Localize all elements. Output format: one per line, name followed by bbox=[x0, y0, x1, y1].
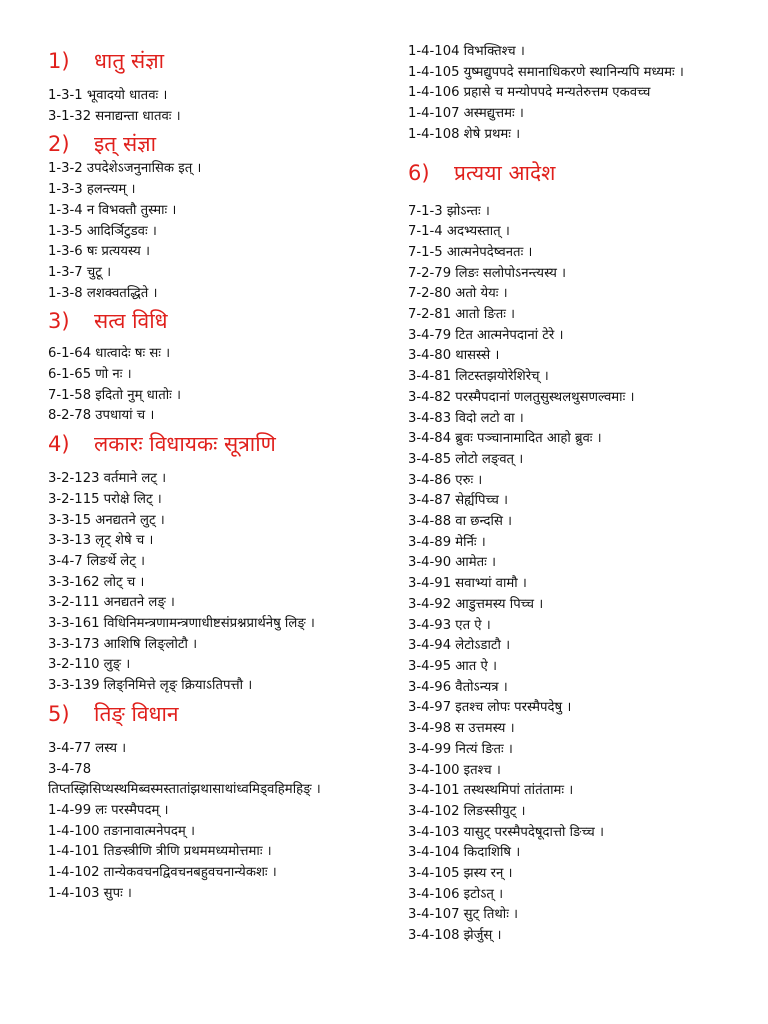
sutra-line: 1-4-103 सुपः । bbox=[48, 885, 132, 901]
sutra-line: 1-4-102 तान्येकवचनद्विवचनबहुवचनान्येकशः । bbox=[48, 865, 277, 881]
sutra-line: 3-4-80 थासस्से । bbox=[408, 348, 500, 364]
sutra-line: 3-4-92 आडुत्तमस्य पिच्च । bbox=[408, 596, 544, 612]
sutra-line: 3-4-107 सुट् तिथोः । bbox=[408, 907, 519, 923]
sutra-line: 1-4-105 युष्मद्युपपदे समानाधिकरणे स्थानिन्यपि मध्यमः । bbox=[408, 64, 684, 80]
sutra-line: 3-4-101 तस्थस्थमिपां तांतंतामः । bbox=[408, 783, 574, 799]
sutra-line: 3-3-13 लृट् शेषे च । bbox=[48, 533, 154, 549]
sutra-line: 3-2-111 अनद्यतने लङ् । bbox=[48, 595, 175, 611]
sutra-line: 7-2-80 अतो येयः । bbox=[408, 286, 508, 302]
section-title: इत् संज्ञा bbox=[94, 132, 157, 157]
sutra-line: 3-4-83 विदो लटो वा । bbox=[408, 410, 524, 426]
sutra-line: 1-4-108 शेषे प्रथमः । bbox=[408, 126, 521, 142]
sutra-line: 3-4-90 आमेतः । bbox=[408, 555, 497, 571]
sutra-line: 3-1-32 सनाद्यन्ता धातवः । bbox=[48, 108, 181, 124]
sutra-line: 1-3-5 आदिर्ञिटुडवः । bbox=[48, 223, 157, 239]
sutra-line: 1-4-106 प्रहासे च मन्योपपदे मन्यतेरुत्तम एकवच्च bbox=[408, 85, 651, 101]
sutra-line: 1-3-6 षः प्रत्ययस्य । bbox=[48, 244, 150, 260]
section-list-5 bbox=[48, 739, 368, 905]
sutra-line: 3-3-161 विधिनिमन्त्रणामन्त्रणाधीष्टसंप्रश्नप्रार्थनेषु लिङ् । bbox=[48, 616, 315, 632]
sutra-line: 7-1-5 आत्मनेपदेष्वनतः । bbox=[408, 244, 533, 260]
sutra-line: 1-4-99 लः परस्मैपदम् । bbox=[48, 802, 169, 818]
sutra-line: 7-1-3 झोऽन्तः । bbox=[408, 203, 490, 219]
sutra-line: 3-4-82 परस्मैपदानां णलतुसुस्थलथुसणल्वमाः । bbox=[408, 389, 635, 405]
section-heading-4 bbox=[48, 429, 368, 459]
sutra-line: 1-3-2 उपदेशेऽजनुनासिक इत् । bbox=[48, 161, 202, 177]
sutra-line: 3-4-78 bbox=[48, 761, 92, 777]
section-list-4 bbox=[48, 469, 368, 697]
sutra-line: 3-4-81 लिटस्तझयोरेशिरेच् । bbox=[408, 369, 549, 385]
sutra-line: 3-4-105 झस्य रन् । bbox=[408, 866, 513, 882]
sutra-line: 3-2-115 परोक्षे लिट् । bbox=[48, 491, 162, 507]
sutra-line: 3-4-79 टित आत्मनेपदानां टेरे । bbox=[408, 327, 564, 343]
sutra-line: 3-4-86 एरुः । bbox=[408, 472, 483, 488]
sutra-line: 7-2-79 लिङः सलोपोऽनन्त्यस्य । bbox=[408, 265, 567, 281]
section-number: 2) bbox=[48, 132, 70, 157]
sutra-line: 6-1-64 धात्वादेः षः सः । bbox=[48, 346, 171, 362]
sutra-line: 3-4-97 इतश्च लोपः परस्मैपदेषु । bbox=[408, 700, 572, 716]
sutra-line: 1-3-1 भूवादयो धातवः । bbox=[48, 88, 168, 103]
right-column bbox=[408, 0, 738, 947]
sutra-line: 1-4-104 विभक्तिश्च । bbox=[408, 44, 525, 59]
sutra-line: 1-3-7 चुटू । bbox=[48, 264, 112, 280]
section-title: लकारः विधायकः सूत्राणि bbox=[94, 432, 276, 457]
sutra-line: 3-4-91 सवाभ्यां वामौ । bbox=[408, 576, 527, 592]
sutra-line: 1-4-107 अस्मद्युत्तमः । bbox=[408, 106, 524, 122]
section-title: धातु संज्ञा bbox=[94, 49, 165, 73]
sutra-line: 3-4-89 मेर्निः । bbox=[408, 534, 486, 550]
section-heading-1 bbox=[48, 46, 368, 76]
section-list-2 bbox=[48, 159, 368, 304]
sutra-line: 3-4-7 लिङर्थे लेट् । bbox=[48, 553, 146, 569]
sutra-line: 3-4-84 ब्रुवः पञ्चानामादित आहो ब्रुवः । bbox=[408, 431, 602, 447]
sutra-line: 3-3-162 लोट् च । bbox=[48, 574, 145, 590]
section-number: 1) bbox=[48, 49, 70, 73]
sutra-line: 1-3-3 हलन्त्यम् । bbox=[48, 182, 136, 198]
sutra-line: 3-3-173 आशिषि लिङ्लोटौ । bbox=[48, 636, 198, 652]
section-number: 4) bbox=[48, 432, 70, 457]
sutra-line: 7-1-58 इदितो नुम् धातोः । bbox=[48, 387, 181, 403]
sutra-line: 6-1-65 णो नः । bbox=[48, 367, 132, 383]
sutra-line: 3-4-95 आत ऐ । bbox=[408, 658, 497, 674]
sutra-line: 3-4-100 इतश्च । bbox=[408, 762, 501, 778]
section-number: 3) bbox=[48, 309, 70, 334]
section-number: 6) bbox=[408, 160, 430, 185]
left-column bbox=[48, 0, 368, 905]
sutra-line: 1-3-8 लशक्वतद्धिते । bbox=[48, 285, 158, 301]
section-title: तिङ् विधान bbox=[94, 701, 179, 726]
sutra-line: 3-4-77 लस्य । bbox=[48, 740, 127, 756]
sutra-line: 3-4-104 किदाशिषि । bbox=[408, 845, 521, 861]
section-list-5-continued bbox=[408, 42, 738, 146]
sutra-line: 8-2-78 उपधायां च । bbox=[48, 408, 155, 424]
sutra-line: 3-4-108 झेर्जुस् । bbox=[408, 928, 502, 944]
section-heading-3 bbox=[48, 306, 368, 336]
section-title: प्रत्यया आदेश bbox=[454, 160, 556, 185]
section-list-1 bbox=[48, 86, 368, 127]
sutra-line: 3-4-98 स उत्तमस्य । bbox=[408, 721, 515, 737]
section-number: 5) bbox=[48, 701, 70, 726]
sutra-line: 3-2-123 वर्तमाने लट् । bbox=[48, 471, 167, 487]
section-title: सत्व विधि bbox=[94, 309, 168, 334]
section-heading-6 bbox=[408, 158, 738, 188]
sutra-line: 3-4-93 एत ऐ । bbox=[408, 617, 491, 633]
sutra-line: 3-4-103 यासुट् परस्मैपदेषूदात्तो ङिच्च । bbox=[408, 824, 604, 840]
sutra-line: 3-4-99 नित्यं ङितः । bbox=[408, 741, 513, 757]
sutra-line: 3-4-102 लिङस्सीयुट् । bbox=[408, 803, 526, 819]
sutra-line: 3-4-88 वा छन्दसि । bbox=[408, 514, 513, 530]
sutra-line: 3-4-94 लेटोऽडाटौ । bbox=[408, 638, 511, 654]
sutra-line: 1-4-101 तिङस्त्रीणि त्रीणि प्रथममध्यमोत्तमाः । bbox=[48, 844, 272, 860]
sutra-line: 3-4-85 लोटो लङ्वत् । bbox=[408, 451, 524, 467]
sutra-line: 7-1-4 अदभ्यस्तात् । bbox=[408, 224, 510, 240]
sutra-line: 1-4-100 तङानावात्मनेपदम् । bbox=[48, 823, 195, 839]
section-list-3 bbox=[48, 344, 368, 427]
section-list-6 bbox=[408, 202, 738, 947]
sutra-line: 7-2-81 आतो ङितः । bbox=[408, 307, 516, 323]
sutra-line: 3-3-15 अनद्यतने लुट् । bbox=[48, 512, 165, 528]
sutra-line: तिप्तस्झिसिप्थस्थमिब्वस्मस्तातांझथासाथांध्वमिड्वहिमहिङ् । bbox=[48, 782, 321, 798]
sutra-line: 3-4-87 सेर्ह्यपिच्च । bbox=[408, 493, 509, 509]
section-heading-5 bbox=[48, 699, 368, 729]
sutra-line: 3-4-106 इटोऽत् । bbox=[408, 886, 504, 902]
sutra-line: 1-3-4 न विभक्तौ तुस्माः । bbox=[48, 202, 177, 218]
section-heading-2 bbox=[48, 129, 368, 159]
sutra-line: 3-2-110 लुङ् । bbox=[48, 657, 131, 673]
sutra-line: 3-3-139 लिङ्निमित्ते लृङ् क्रियाऽतिपत्तौ । bbox=[48, 678, 253, 694]
sutra-line: 3-4-96 वैतोऽन्यत्र । bbox=[408, 679, 508, 695]
